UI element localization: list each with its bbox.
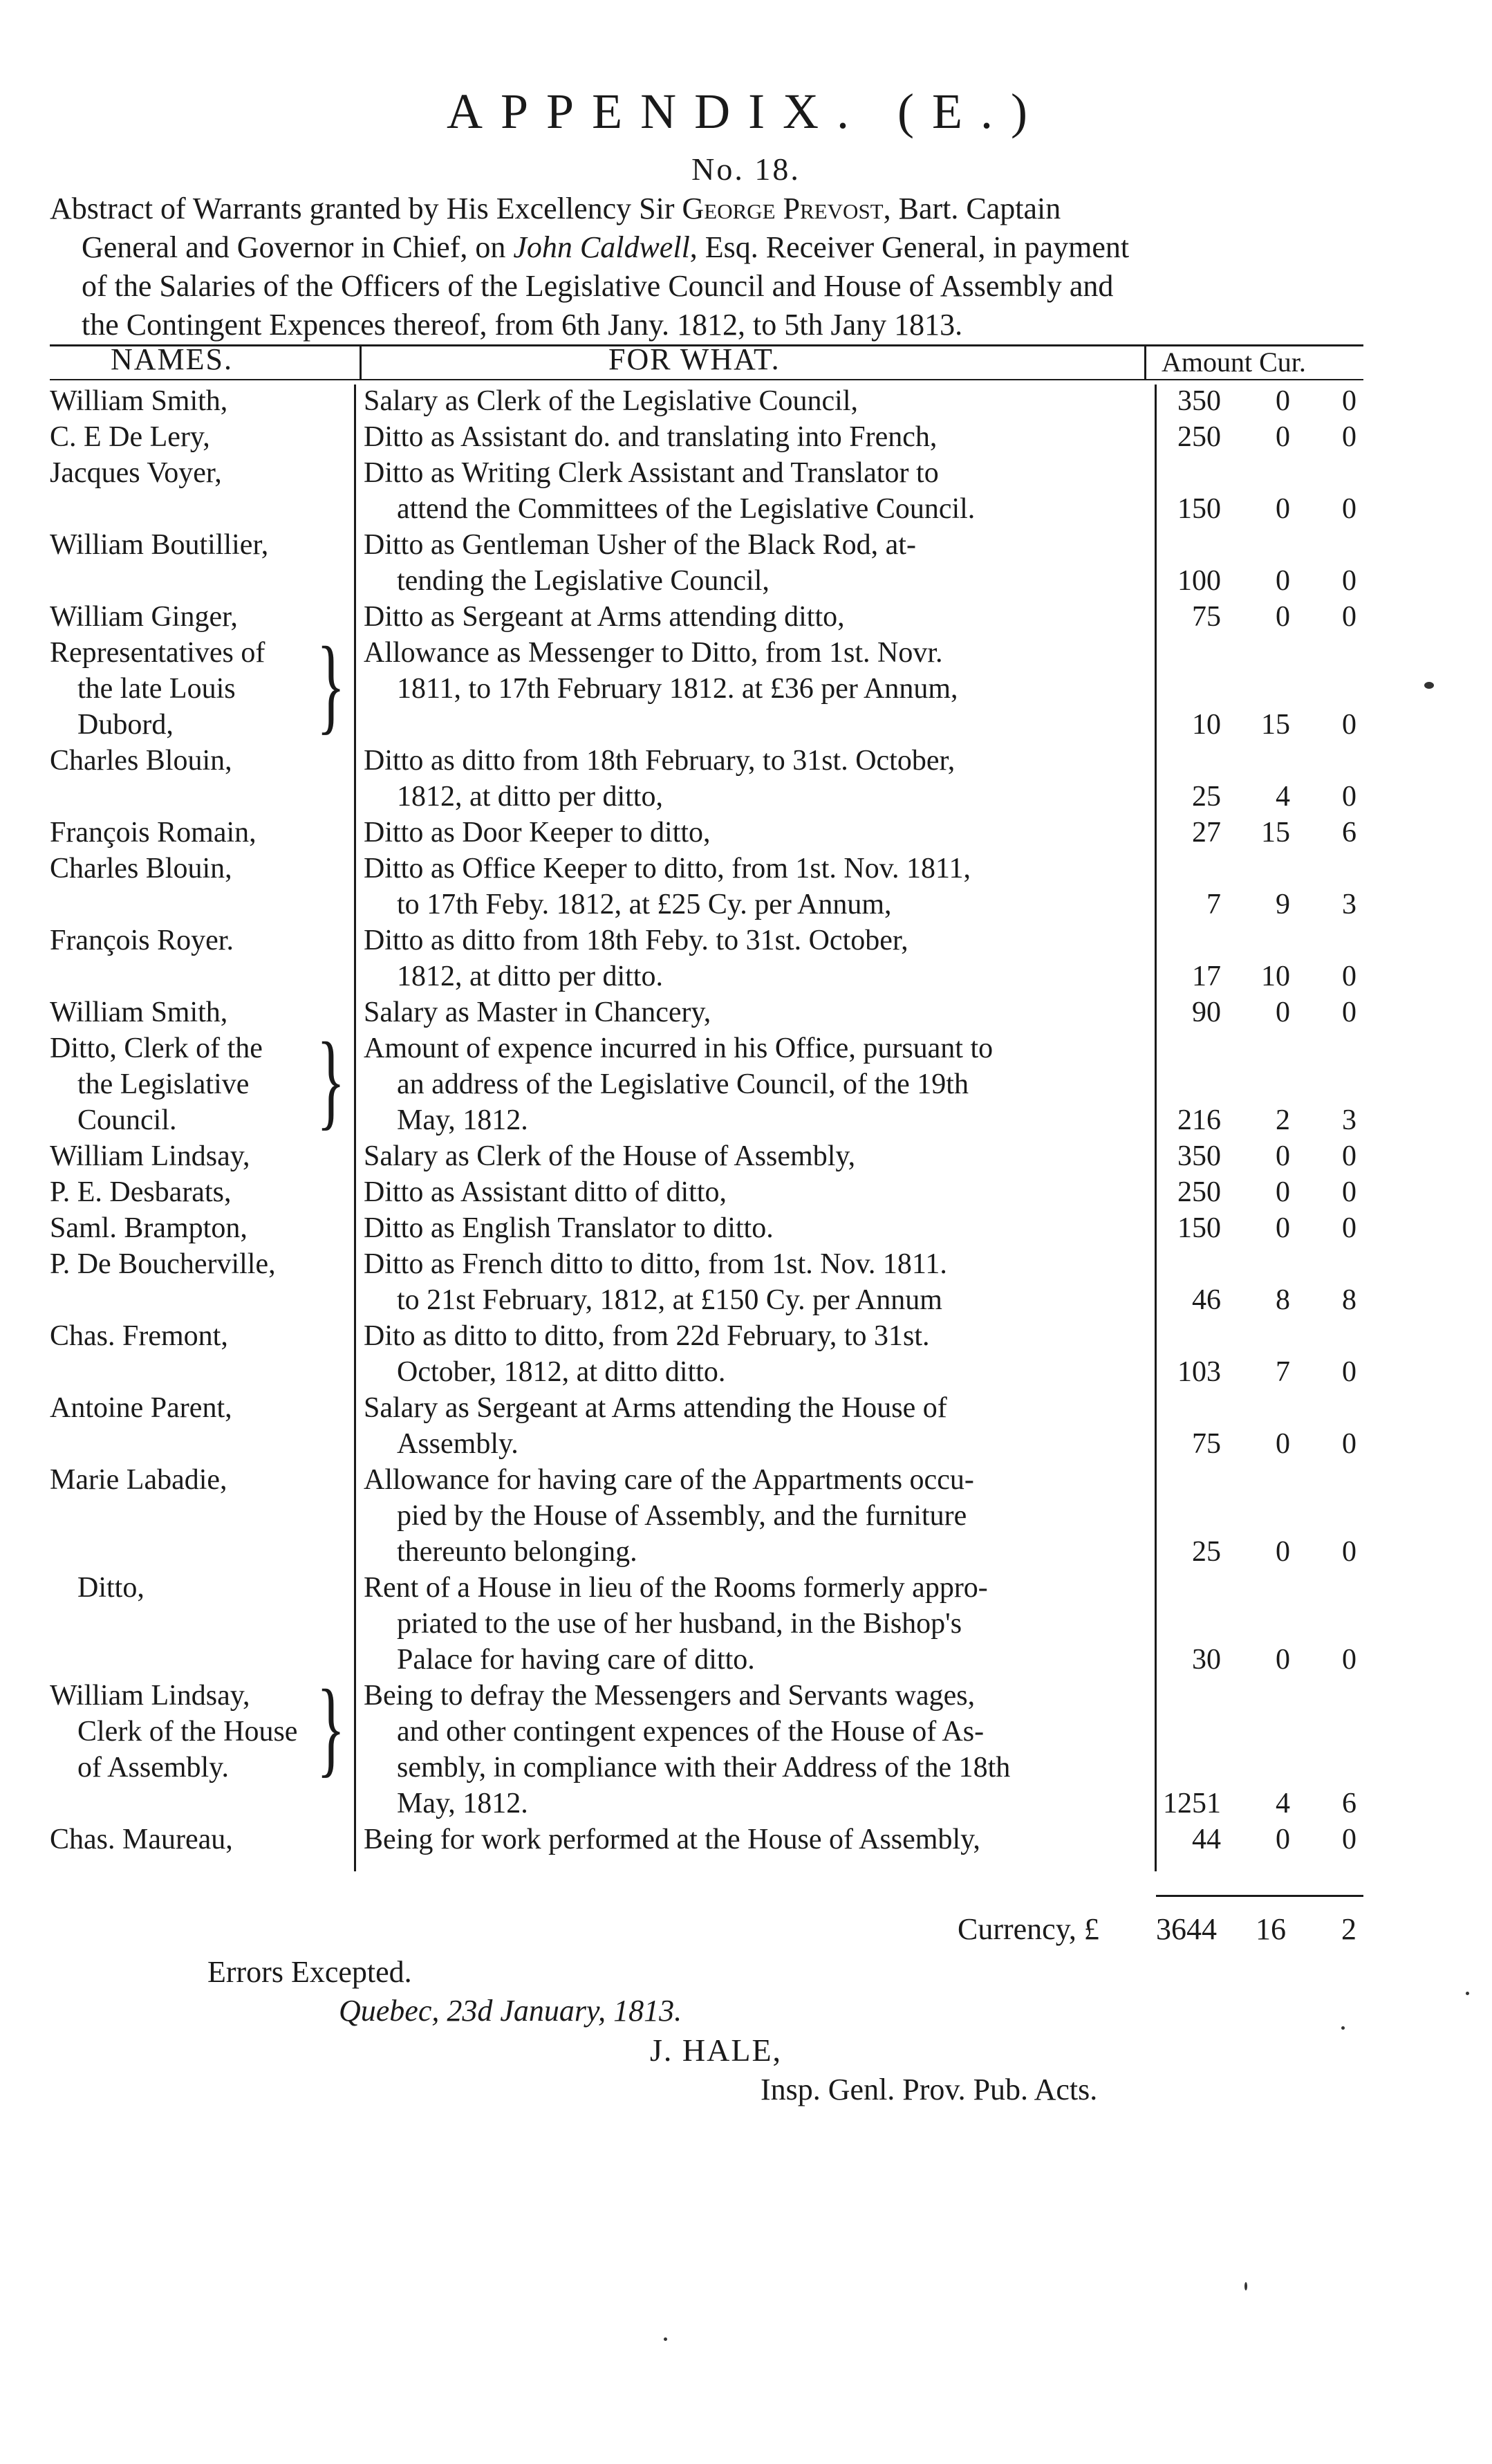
row-description: priated to the use of her husband, in the Bishop's (397, 1608, 962, 1640)
row-amount-shillings: 0 (1276, 997, 1290, 1028)
row-amount-pence: 0 (1342, 1644, 1356, 1676)
row-amount-shillings: 0 (1276, 1176, 1290, 1208)
row-name: Ditto, (77, 1572, 144, 1604)
row-amount-shillings: 0 (1276, 385, 1290, 417)
row-amount-shillings: 0 (1276, 1536, 1290, 1568)
row-name: the late Louis (77, 673, 236, 705)
total-shillings: 16 (1256, 1912, 1286, 1946)
row-description: Being to defray the Messengers and Servants wages, (364, 1680, 976, 1712)
row-name: William Ginger, (50, 601, 238, 633)
row-amount-shillings: 15 (1261, 709, 1290, 741)
row-amount-shillings: 0 (1276, 601, 1290, 633)
row-name: Chas. Fremont, (50, 1320, 228, 1352)
column-header-names: NAMES. (111, 342, 234, 376)
row-amount-pounds: 103 (1177, 1356, 1221, 1388)
row-description: Ditto as Assistant do. and translating into French, (364, 421, 938, 453)
row-description: Ditto as French ditto to ditto, from 1st. Nov. 1811. (364, 1248, 947, 1280)
row-amount-pounds: 44 (1192, 1824, 1221, 1855)
row-description: to 21st February, 1812, at £150 Cy. per Annum (397, 1284, 942, 1316)
row-description: Amount of expence incurred in his Office, pursuant to (364, 1032, 994, 1064)
row-name: Jacques Voyer, (50, 457, 222, 489)
row-amount-pounds: 250 (1177, 1176, 1221, 1208)
row-amount-shillings: 15 (1261, 817, 1290, 849)
row-amount-shillings: 0 (1276, 1428, 1290, 1460)
row-amount-pounds: 90 (1192, 997, 1221, 1028)
row-description: Palace for having care of ditto. (397, 1644, 755, 1676)
row-description: Ditto as English Translator to ditto. (364, 1212, 774, 1244)
row-amount-pounds: 25 (1192, 1536, 1221, 1568)
row-name: of Assembly. (77, 1752, 229, 1784)
row-amount-pence: 6 (1342, 817, 1356, 849)
row-amount-pounds: 100 (1177, 565, 1221, 597)
row-name: William Lindsay, (50, 1140, 250, 1172)
row-amount-pounds: 75 (1192, 601, 1221, 633)
total-pence: 2 (1341, 1912, 1356, 1946)
row-amount-pounds: 25 (1192, 781, 1221, 813)
row-name: Charles Blouin, (50, 853, 232, 884)
scan-speck (1341, 2026, 1345, 2030)
row-name: Clerk of the House (77, 1716, 298, 1748)
row-amount-shillings: 2 (1276, 1104, 1290, 1136)
row-description: May, 1812. (397, 1788, 528, 1819)
row-amount-pence: 0 (1342, 1212, 1356, 1244)
row-amount-shillings: 0 (1276, 1140, 1290, 1172)
row-amount-pounds: 1251 (1163, 1788, 1221, 1819)
row-amount-shillings: 10 (1261, 961, 1290, 992)
row-amount-pence: 0 (1342, 961, 1356, 992)
total-pounds: 3644 (1156, 1912, 1217, 1946)
row-amount-shillings: 4 (1276, 1788, 1290, 1819)
row-amount-shillings: 9 (1276, 889, 1290, 920)
row-amount-pence: 0 (1342, 1176, 1356, 1208)
row-amount-pounds: 350 (1177, 1140, 1221, 1172)
row-amount-pence: 0 (1342, 1140, 1356, 1172)
row-description: Ditto as Sergeant at Arms attending ditto, (364, 601, 845, 633)
row-amount-pence: 3 (1342, 889, 1356, 920)
row-description: Salary as Master in Chancery, (364, 997, 711, 1028)
row-amount-pounds: 10 (1192, 709, 1221, 741)
row-amount-shillings: 0 (1276, 421, 1290, 453)
row-amount-pence: 0 (1342, 709, 1356, 741)
page-title: APPENDIX. (E.) (447, 84, 1045, 139)
row-description: Ditto as Office Keeper to ditto, from 1st. Nov. 1811, (364, 853, 971, 884)
intro-line-2: General and Governor in Chief, on John Caldwell, Esq. Receiver General, in payment (82, 230, 1130, 264)
row-description: Ditto as ditto from 18th February, to 31st. October, (364, 745, 955, 777)
document-number: No. 18. (691, 151, 801, 187)
row-description: 1811, to 17th February 1812. at £36 per Annum, (397, 673, 958, 705)
row-description: tending the Legislative Council, (397, 565, 770, 597)
row-name: Chas. Maureau, (50, 1824, 233, 1855)
row-name: Dubord, (77, 709, 174, 741)
row-amount-shillings: 0 (1276, 1824, 1290, 1855)
total-label: Currency, £ (958, 1912, 1099, 1946)
row-description: Ditto as Writing Clerk Assistant and Translator to (364, 457, 939, 489)
row-amount-pounds: 46 (1192, 1284, 1221, 1316)
row-description: Salary as Sergeant at Arms attending the House of (364, 1392, 947, 1424)
scan-speck (1244, 2282, 1247, 2290)
row-amount-pence: 6 (1342, 1788, 1356, 1819)
row-name: William Smith, (50, 997, 228, 1028)
row-amount-pence: 0 (1342, 385, 1356, 417)
column-header-amount: Amount Cur. (1162, 346, 1306, 378)
place-date: Quebec, 23d January, 1813. (339, 1994, 682, 2028)
row-name: P. E. Desbarats, (50, 1176, 232, 1208)
row-description: Being for work performed at the House of Assembly, (364, 1824, 980, 1855)
scan-speck (664, 2337, 667, 2341)
row-amount-shillings: 4 (1276, 781, 1290, 813)
ink-blot (1424, 682, 1434, 689)
row-amount-pence: 0 (1342, 565, 1356, 597)
row-description: thereunto belonging. (397, 1536, 637, 1568)
row-amount-shillings: 7 (1276, 1356, 1290, 1388)
row-amount-pence: 0 (1342, 421, 1356, 453)
governor-name: George Prevost (682, 192, 884, 225)
row-amount-pence: 0 (1342, 493, 1356, 525)
row-description: Salary as Clerk of the Legislative Council, (364, 385, 858, 417)
row-name: François Romain, (50, 817, 257, 849)
row-description: Assembly. (397, 1428, 519, 1460)
row-description: Rent of a House in lieu of the Rooms formerly appro- (364, 1572, 988, 1604)
row-name: the Legislative (77, 1068, 250, 1100)
row-description: and other contingent expences of the House of As- (397, 1716, 985, 1748)
row-description: Ditto as Assistant ditto of ditto, (364, 1176, 727, 1208)
receiver-name: John Caldwell (513, 230, 690, 264)
row-amount-pounds: 350 (1177, 385, 1221, 417)
errors-excepted: Errors Excepted. (207, 1955, 412, 1989)
row-amount-pounds: 17 (1192, 961, 1221, 992)
names-column-rule (354, 385, 356, 1871)
row-amount-pence: 0 (1342, 781, 1356, 813)
row-description: pied by the House of Assembly, and the furniture (397, 1500, 967, 1532)
row-amount-pounds: 7 (1206, 889, 1221, 920)
grouping-brace: } (317, 624, 346, 744)
row-amount-pence: 0 (1342, 997, 1356, 1028)
header-divider-right (1144, 346, 1146, 379)
row-amount-pence: 0 (1342, 1536, 1356, 1568)
intro-line-4: the Contingent Expences thereof, from 6th Jany. 1812, to 5th Jany 1813. (82, 308, 963, 342)
row-name: Representatives of (50, 637, 265, 669)
row-description: Allowance as Messenger to Ditto, from 1st. Novr. (364, 637, 943, 669)
header-bottom-rule (50, 379, 1363, 380)
row-amount-shillings: 0 (1276, 493, 1290, 525)
row-amount-pence: 0 (1342, 1428, 1356, 1460)
column-header-for-what: FOR WHAT. (608, 342, 781, 376)
row-amount-shillings: 0 (1276, 1644, 1290, 1676)
row-name: Saml. Brampton, (50, 1212, 248, 1244)
row-name: Charles Blouin, (50, 745, 232, 777)
row-amount-pounds: 216 (1177, 1104, 1221, 1136)
row-description: October, 1812, at ditto ditto. (397, 1356, 726, 1388)
grouping-brace: } (317, 1020, 346, 1140)
row-name: Ditto, Clerk of the (50, 1032, 263, 1064)
row-amount-pounds: 30 (1192, 1644, 1221, 1676)
row-name: William Smith, (50, 385, 228, 417)
signature-name: J. HALE, (650, 2032, 783, 2068)
row-amount-shillings: 8 (1276, 1284, 1290, 1316)
row-description: attend the Committees of the Legislative Council. (397, 493, 976, 525)
row-description: Ditto as Gentleman Usher of the Black Rod, at- (364, 529, 916, 561)
row-name: Council. (77, 1104, 177, 1136)
signature-title: Insp. Genl. Prov. Pub. Acts. (761, 2073, 1098, 2106)
row-amount-pounds: 250 (1177, 421, 1221, 453)
row-amount-shillings: 0 (1276, 1212, 1290, 1244)
row-description: Allowance for having care of the Appartments occu- (364, 1464, 974, 1496)
row-amount-pounds: 75 (1192, 1428, 1221, 1460)
row-description: Ditto as Door Keeper to ditto, (364, 817, 711, 849)
grouping-brace: } (317, 1667, 346, 1787)
scan-speck (1466, 1992, 1469, 1995)
row-amount-pence: 8 (1342, 1284, 1356, 1316)
intro-line-1: Abstract of Warrants granted by His Excellency Sir George Prevost, Bart. Captain (50, 192, 1061, 225)
row-description: 1812, at ditto per ditto. (397, 961, 663, 992)
row-amount-pence: 0 (1342, 601, 1356, 633)
row-amount-pence: 0 (1342, 1356, 1356, 1388)
row-description: to 17th Feby. 1812, at £25 Cy. per Annum, (397, 889, 892, 920)
row-name: William Boutillier, (50, 529, 269, 561)
intro-line-3: of the Salaries of the Officers of the Legislative Council and House of Assembly and (82, 269, 1114, 303)
row-description: Ditto as ditto from 18th Feby. to 31st. October, (364, 925, 908, 956)
row-amount-pounds: 27 (1192, 817, 1221, 849)
total-rule (1156, 1895, 1363, 1897)
row-amount-pence: 0 (1342, 1824, 1356, 1855)
row-description: Salary as Clerk of the House of Assembly, (364, 1140, 856, 1172)
row-description: May, 1812. (397, 1104, 528, 1136)
row-amount-pounds: 150 (1177, 493, 1221, 525)
row-name: C. E De Lery, (50, 421, 210, 453)
row-name: William Lindsay, (50, 1680, 250, 1712)
row-name: Marie Labadie, (50, 1464, 227, 1496)
row-name: P. De Boucherville, (50, 1248, 276, 1280)
row-description: 1812, at ditto per ditto, (397, 781, 663, 813)
row-name: François Royer. (50, 925, 234, 956)
row-name: Antoine Parent, (50, 1392, 232, 1424)
row-amount-pence: 3 (1342, 1104, 1356, 1136)
row-amount-shillings: 0 (1276, 565, 1290, 597)
row-amount-pounds: 150 (1177, 1212, 1221, 1244)
row-description: Dito as ditto to ditto, from 22d February, to 31st. (364, 1320, 930, 1352)
header-divider-left (360, 346, 362, 379)
row-description: an address of the Legislative Council, of the 19th (397, 1068, 969, 1100)
row-description: sembly, in compliance with their Address of the 18th (397, 1752, 1011, 1784)
